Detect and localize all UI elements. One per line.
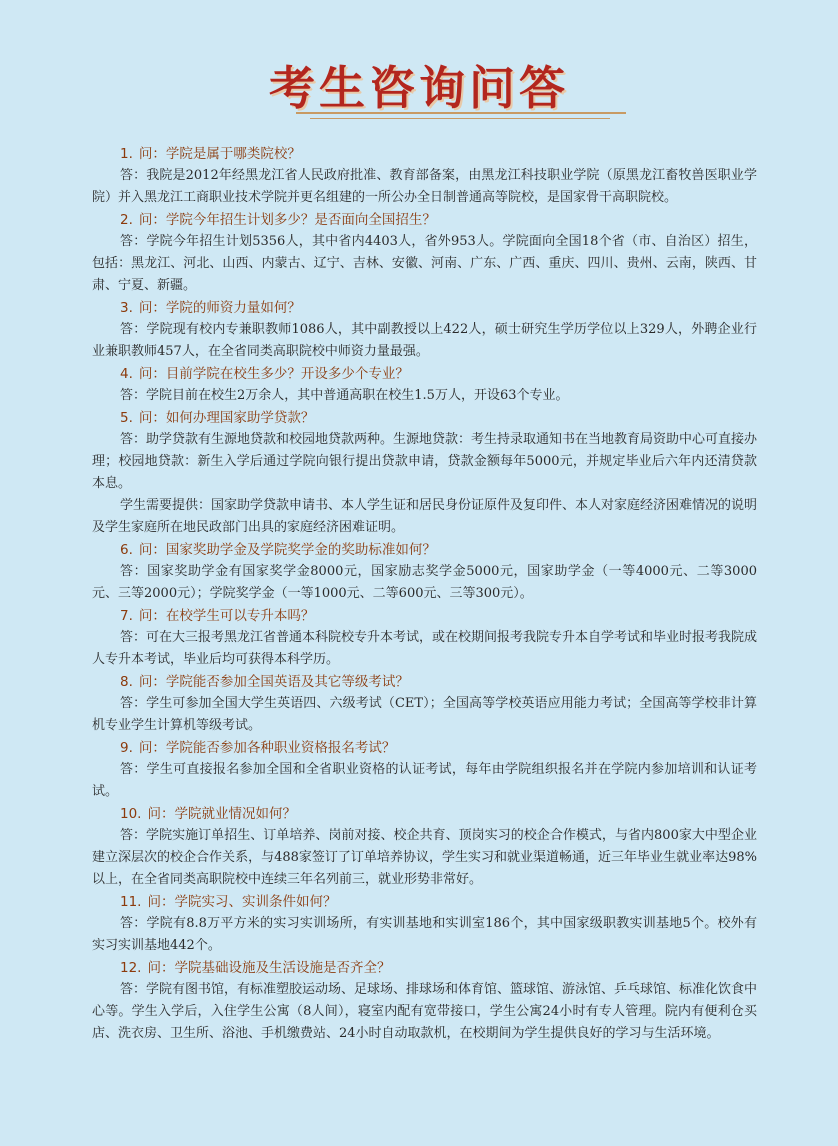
- answer-paragraph: 答：学院现有校内专兼职教师1086人，其中副教授以上422人，硕士研究生学历学位以上329人，外聘企业行业兼职教师457人，在全省同类高职院校中师资力量最强。: [92, 322, 757, 359]
- answer-paragraph: 答：学院有图书馆，有标准塑胶运动场、足球场、排球场和体育馆、篮球馆、游泳馆、乒乓球馆、标准化饮食中心等。学生入学后，入住学生公寓（8人间），寝室内配有宽带接口，学生公寓24小时有专人管理。院内有便利仓买店、洗衣房、卫生所、浴池、手机缴费站、24小时自动取款机，在校期间为学生提供良好的学习与生活环境。: [92, 982, 758, 1041]
- question-text: 问：学院实习、实训条件如何？: [147, 894, 337, 910]
- question-text: 问：国家奖助学金及学院奖学金的奖助标准如何？: [138, 542, 436, 558]
- answer-paragraph: 答：国家奖助学金有国家奖学金8000元，国家励志奖学金5000元，国家助学金（一等4000元、二等3000元、三等2000元）；学院奖学金（一等1000元、二等600元、三等300元）。: [92, 564, 757, 601]
- question-text: 问：学院基础设施及生活设施是否齐全？: [147, 960, 391, 976]
- question-number: 9.: [120, 740, 133, 756]
- question: [92, 363, 757, 385]
- answer-paragraph: 答：学院有8.8万平方米的实习实训场所，有实训基地和实训室186个，其中国家级职教实训基地5个。校外有实习实训基地442个。: [92, 916, 757, 953]
- question-number: 6.: [120, 542, 133, 558]
- answer-paragraph: 答：学生可参加全国大学生英语四、六级考试（CET）；全国高等学校英语应用能力考试；全国高等学校非计算机专业学生计算机等级考试。: [92, 696, 757, 733]
- answer-paragraph: 答：我院是2012年经黑龙江省人民政府批准、教育部备案，由黑龙江科技职业学院（原黑龙江畜牧兽医职业学院）并入黑龙江工商职业技术学院并更名组建的一所公办全日制普通高等院校，是国家骨干高职院校。: [92, 168, 757, 205]
- qa-item: [92, 803, 757, 891]
- question-text: 问：目前学院在校生多少？开设多少个专业？: [138, 366, 409, 382]
- answer-paragraph: 答：学生可直接报名参加全国和全省职业资格的认证考试，每年由学院组织报名并在学院内参加培训和认证考试。: [92, 762, 757, 799]
- question-number: 1.: [120, 146, 133, 162]
- question-number: 2.: [120, 212, 133, 228]
- answer-paragraph: 答：可在大三报考黑龙江省普通本科院校专升本考试，或在校期间报考我院专升本自学考试和毕业时报考我院成人专升本考试，毕业后均可获得本科学历。: [92, 630, 758, 667]
- question-number: 8.: [120, 674, 133, 690]
- question-text: 问：学院能否参加全国英语及其它等级考试？: [138, 674, 409, 690]
- question: [92, 737, 757, 759]
- qa-list: [92, 143, 757, 1045]
- question-number: 4.: [120, 366, 133, 382]
- qa-item: [92, 539, 757, 605]
- qa-item: [92, 407, 757, 539]
- question: [92, 803, 757, 825]
- question: [92, 143, 757, 165]
- question: [92, 671, 757, 693]
- question-text: 问：学院是属于哪类院校？: [138, 146, 301, 162]
- qa-item: [92, 143, 757, 209]
- qa-item: [92, 605, 757, 671]
- question-number: 5.: [120, 410, 133, 426]
- question-number: 3.: [120, 300, 133, 316]
- question-number: 7.: [120, 608, 133, 624]
- answer-paragraph: 答：助学贷款有生源地贷款和校园地贷款两种。生源地贷款：考生持录取通知书在当地教育局资助中心可直接办理；校园地贷款：新生入学后通过学院向银行提出贷款申请，贷款金额每年5000元，并规定毕业后六年内还清贷款本息。: [92, 432, 758, 491]
- qa-item: [92, 891, 757, 957]
- question: [92, 407, 757, 429]
- answer-paragraph: 学生需要提供：国家助学贷款申请书、本人学生证和居民身份证原件及复印件、本人对家庭经济困难情况的说明及学生家庭所在地民政部门出具的家庭经济困难证明。: [92, 498, 758, 535]
- question-number: 12.: [120, 960, 142, 976]
- answer-paragraph: 答：学院今年招生计划5356人，其中省内4403人，省外953人。学院面向全国18个省（市、自治区）招生，包括：黑龙江、河北、山西、内蒙古、辽宁、吉林、安徽、河南、广东、广西、重庆、四川、贵州、云南，陕西、甘肃、宁夏、新疆。: [92, 234, 757, 293]
- qa-item: [92, 297, 757, 363]
- question-number: 11.: [120, 894, 142, 910]
- question-text: 问：学院能否参加各种职业资格报名考试？: [138, 740, 396, 756]
- answer-paragraph: 答：学院实施订单招生、订单培养、岗前对接、校企共育、顶岗实习的校企合作模式，与省内800家大中型企业建立深层次的校企合作关系，与488家签订了订单培养协议，学生实习和就业渠道畅通，近三年毕业生就业率达98%以上，在全省同类高职院校中连续三年名列前三，就业形势非常好。: [92, 828, 757, 887]
- qa-item: [92, 671, 757, 737]
- question-text: 问：如何办理国家助学贷款？: [138, 410, 315, 426]
- title-underline: [296, 112, 626, 114]
- question: [92, 539, 757, 561]
- question: [92, 605, 757, 627]
- question: [92, 297, 757, 319]
- question-text: 问：学院的师资力量如何？: [138, 300, 301, 316]
- question-text: 问：学院今年招生计划多少？是否面向全国招生？: [138, 212, 436, 228]
- answer-paragraph: 答：学院目前在校生2万余人，其中普通高职在校生1.5万人，开设63个专业。: [120, 388, 569, 403]
- question: [92, 957, 757, 979]
- page-title: 考生咨询问答: [269, 61, 569, 115]
- qa-item: [92, 363, 757, 407]
- qa-item: [92, 737, 757, 803]
- question: [92, 891, 757, 913]
- question: [92, 209, 757, 231]
- qa-item: [92, 209, 757, 297]
- question-number: 10.: [120, 806, 142, 822]
- question-text: 问：学院就业情况如何？: [147, 806, 296, 822]
- qa-item: [92, 957, 757, 1045]
- question-text: 问：在校学生可以专升本吗？: [138, 608, 315, 624]
- title-underline-thin: [310, 118, 610, 119]
